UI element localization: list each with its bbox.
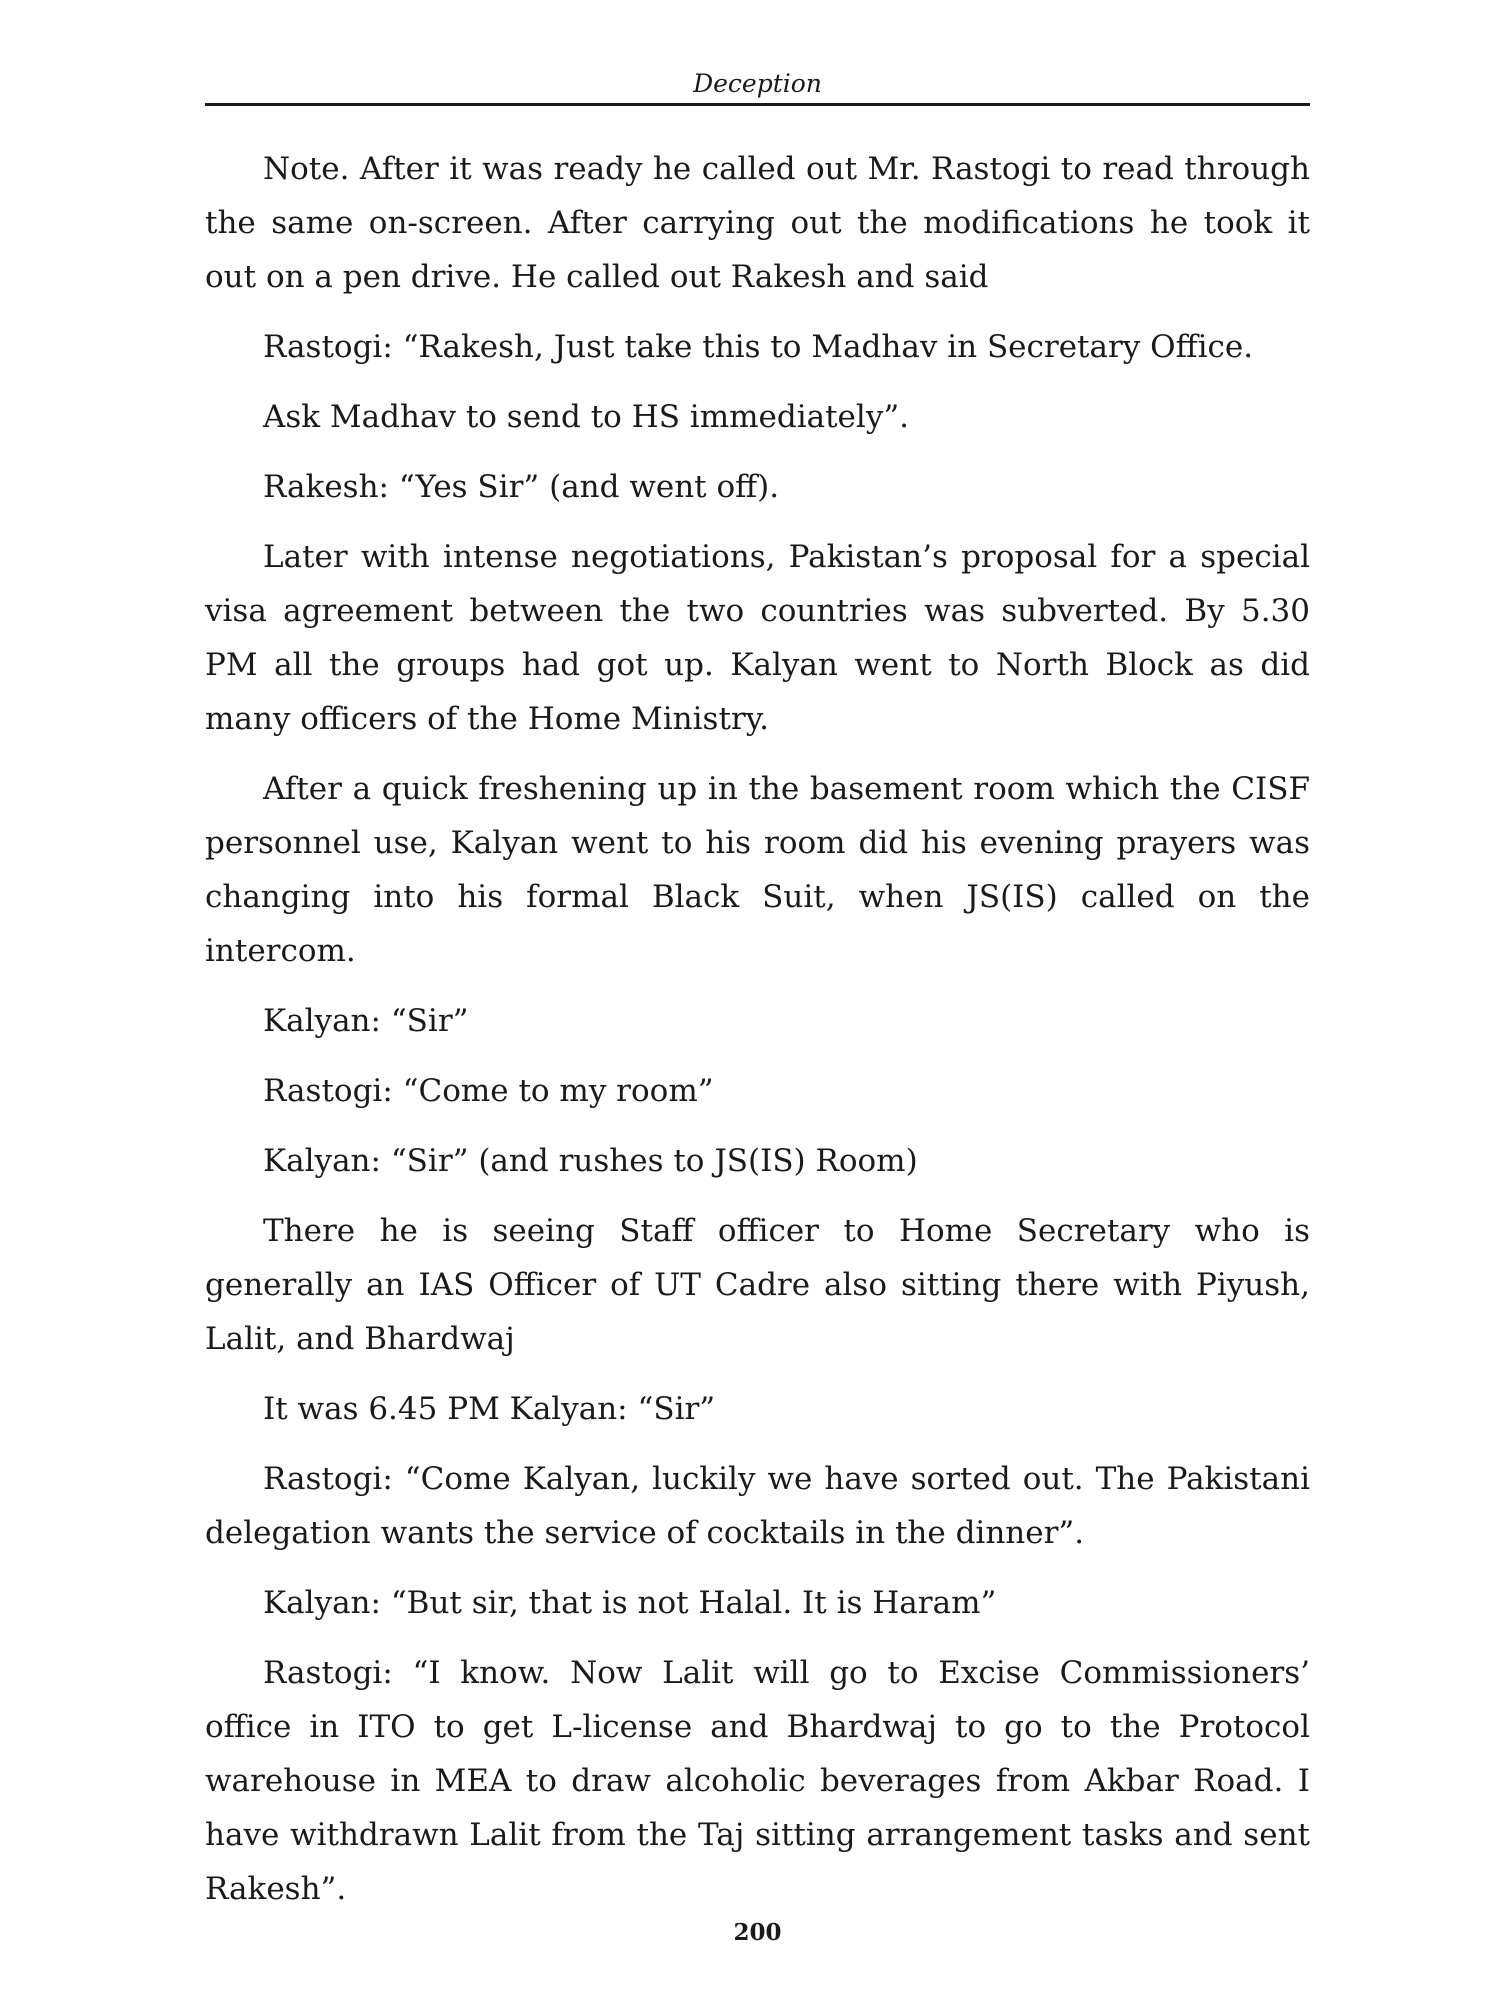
body-text — [205, 142, 1310, 1932]
paragraph: Later with intense negotiations, Pakistan’s proposal for a special visa agreement between the two countries was subverted. By 5.30 PM all the groups had got up. Kalyan went to North Block as did many officers of the Home Ministry. — [205, 539, 1310, 737]
paragraph: Kalyan: “Sir” (and rushes to JS(IS) Room) — [263, 1143, 918, 1179]
paragraph: Rastogi: “Come Kalyan, luckily we have sorted out. The Pakistani delegation wants the service of cocktails in the dinner”. — [205, 1461, 1310, 1551]
paragraph: It was 6.45 PM Kalyan: “Sir” — [263, 1391, 716, 1427]
paragraph: Rastogi: “Rakesh, Just take this to Madhav in Secretary Office. — [263, 329, 1254, 365]
running-head-title: Deception — [693, 69, 822, 98]
paragraph: Kalyan: “But sir, that is not Halal. It is Haram” — [263, 1585, 997, 1621]
header-rule — [205, 103, 1310, 106]
paragraph: After a quick freshening up in the basement room which the CISF personnel use, Kalyan went to his room did his evening prayers was changing into his formal Black Suit, when JS(IS) called on the intercom. — [205, 771, 1310, 969]
paragraph: Rastogi: “I know. Now Lalit will go to Excise Commissioners’ office in ITO to get L-license and Bhardwaj to go to the Protocol warehouse in MEA to draw alcoholic beverages from Akbar Road. I have withdrawn Lalit from the Taj sitting arrangement tasks and sent Rakesh”. — [205, 1655, 1310, 1907]
paragraph: Rastogi: “Come to my room” — [263, 1073, 714, 1109]
paragraph: Ask Madhav to send to HS immediately”. — [263, 399, 910, 435]
paragraph: Note. After it was ready he called out Mr. Rastogi to read through the same on-screen. After carrying out the modifications he took it out on a pen drive. He called out Rakesh and said — [205, 151, 1310, 295]
paragraph: Kalyan: “Sir” — [263, 1003, 469, 1039]
paragraph: Rakesh: “Yes Sir” (and went off). — [263, 469, 780, 505]
page-number: 200 — [733, 1919, 782, 1946]
paragraph: There he is seeing Staff officer to Home Secretary who is generally an IAS Officer of UT Cadre also sitting there with Piyush, Lalit, and Bhardwaj — [205, 1213, 1310, 1357]
